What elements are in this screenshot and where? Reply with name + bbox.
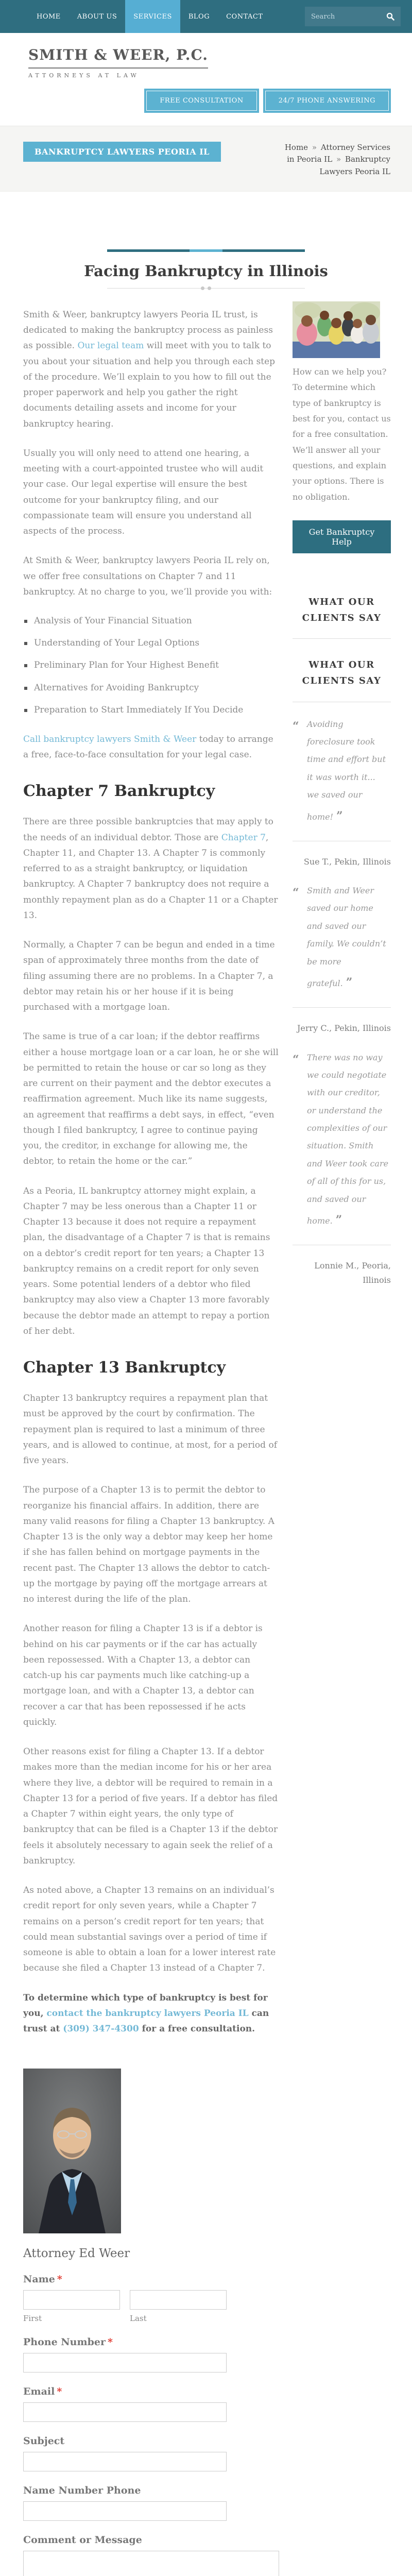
comment-field[interactable]: [23, 2551, 279, 2576]
breadcrumb-services-link[interactable]: Attorney Services in Peoria IL: [287, 143, 390, 164]
testimonial-quote: “ Smith and Weer saved our home and saved our family. We couldn’t be more grateful. ”: [293, 882, 391, 995]
list-item: Preparation to Start Immediately If You Decide: [23, 703, 279, 717]
chapter13-paragraph-1: Chapter 13 bankruptcy requires a repayment plan that must be approved by the court by confirmation. The repayment plan is required to last a minimum of three years, and is allowed to continue, at most, for a period of five years.: [23, 1393, 277, 1466]
chapter13-paragraph-4: Other reasons exist for filing a Chapter 13. If a debtor makes more than the median income for his or her area where they live, a debtor will be required to remain in a Chapter 13 for a period of five years. If a debtor has filed a Chapter 7 within eight years, the only type of bankruptcy that can be filed is a Chapter 13 if the debtor feels it absolutely necessary to again seek the relief of a bankruptcy.: [23, 1747, 278, 1866]
email-field[interactable]: [23, 2402, 227, 2422]
page-title: BANKRUPTCY LAWYERS PEORIA IL: [23, 142, 221, 162]
comment-label: Comment or Message: [23, 2534, 142, 2546]
top-navigation: [0, 0, 412, 33]
firm-logo[interactable]: SMITH & WEER, P.C.: [28, 46, 208, 69]
bullet-icon: [24, 642, 27, 645]
chapter7-paragraph-2: Normally, a Chapter 7 can be begun and ended in a time span of approximately three months from the date of filing assuming there are no problems. In a Chapter 7, a debtor may retain his or her house if it is being purchased with a mortgage loan.: [23, 940, 275, 1013]
phone-number-link[interactable]: (309) 347-4300: [63, 2024, 139, 2035]
phone-label: Phone Number *: [23, 2336, 113, 2348]
attorney-figure: [23, 2069, 279, 2233]
email-label: Email *: [23, 2386, 62, 2398]
chapter7-link[interactable]: Chapter 7: [221, 832, 266, 843]
chapter13-heading: Chapter 13 Bankruptcy: [23, 1359, 226, 1377]
nav-items: [28, 0, 271, 33]
sidebar: [293, 293, 391, 2576]
get-bankruptcy-help-button[interactable]: Get Bankruptcy Help: [293, 520, 391, 553]
chapter7-heading: Chapter 7 Bankruptcy: [23, 782, 215, 801]
list-item: Preliminary Plan for Your Highest Benefit: [23, 658, 279, 672]
required-asterisk: *: [57, 2386, 62, 2398]
breadcrumb-current: Bankruptcy Lawyers Peoria IL: [319, 155, 390, 176]
heading-divider: [107, 288, 305, 292]
clients-say-heading: WHAT OUR CLIENTS SAY: [302, 659, 382, 687]
hearing-paragraph: Usually you will only need to attend one hearing, a meeting with a court-appointed trustee who will audit your case. Our legal expertise will ensure the best outcome for your bankruptcy filing, and our compassionate team will ensure you understand all aspects of the process.: [23, 448, 264, 536]
testimonial-quote: “ There was no way we could negotiate with our creditor, or understand the complexities of our situation. Smith and Weer took care of all of this for us, and saved our home. ”: [293, 1049, 391, 1233]
nav-item-blog[interactable]: BLOG: [188, 12, 210, 21]
call-paragraph: Call bankruptcy lawyers Smith & Weer today to arrange a free, face-to-face consultation for your legal case.: [23, 734, 273, 760]
site-header: [0, 33, 412, 126]
heading-accent-bar: [107, 249, 305, 252]
testimonial-quote: “ Avoiding foreclosure took time and effort but it was worth it... we saved our home! ”: [293, 716, 391, 828]
phone-field[interactable]: [23, 2353, 227, 2372]
testimonial-author: Jerry C., Pekin, Illinois: [297, 1023, 391, 1033]
breadcrumb-separator: »: [336, 155, 341, 164]
open-quote-icon: “: [293, 719, 299, 733]
first-sublabel: First: [23, 2314, 42, 2324]
chapter7-paragraph-1: There are three possible bankruptcies that may apply to the needs of an individual debtor. Those are Chapter 7, Chapter 11, and Chapter 13. A Chapter 7 is commonly referred to as a straight bankruptcy, or liquidation bankruptcy. A Chapter 7 bankruptcy does not require a monthly repayment plan as do a Chapter 11 or a Chapter 13.: [23, 817, 278, 921]
call-lawyers-link[interactable]: Call bankruptcy lawyers Smith & Weer: [23, 734, 197, 744]
sidebar-divider: [293, 638, 391, 639]
open-quote-icon: “: [293, 886, 299, 900]
article-hero: [0, 192, 412, 292]
first-name-field[interactable]: [23, 2290, 120, 2310]
last-name-field[interactable]: [130, 2290, 227, 2310]
nav-item-about-us[interactable]: ABOUT US: [77, 12, 117, 21]
close-quote-icon: ”: [335, 1213, 342, 1227]
family-photo: [293, 301, 380, 358]
list-item: Analysis of Your Financial Situation: [23, 614, 279, 628]
subject-field[interactable]: [23, 2452, 227, 2471]
contact-form: [23, 2274, 279, 2576]
benefits-list: [23, 614, 279, 717]
list-item: Understanding of Your Legal Options: [23, 636, 279, 650]
nav-item-services[interactable]: SERVICES: [125, 0, 180, 33]
bullet-icon: [24, 620, 27, 623]
legal-team-link[interactable]: Our legal team: [77, 341, 144, 351]
sidebar-help-text: How can we help you? To determine which type of bankruptcy is best for you, contact us for a free consultation. We’ll answer all your questions, and explain your options. There is no obligation.: [293, 366, 391, 502]
chapter7-paragraph-4: As a Peoria, IL bankruptcy attorney might explain, a Chapter 7 may be less onerous than a Chapter 11 or Chapter 13 because it does not require a repayment plan, the disadvantage of a Chapter 7 is that is remains on a debtor’s credit report for ten years; a Chapter 13 bankruptcy remains on a credit report for only seven years. Some potential lenders of a debtor who filed bankruptcy may also view a Chapter 13 more favorably because the debtor made an attempt to repay a portion of her debt.: [23, 1185, 270, 1336]
nav-item-home[interactable]: HOME: [37, 12, 61, 21]
close-quote-icon: ”: [336, 809, 343, 823]
intro-paragraph: Smith & Weer, bankruptcy lawyers Peoria IL trust, is dedicated to making the bankruptcy process as painless as possible. Our legal team will meet with you to talk to you about your situation and help you through each step of the procedure. We’ll explain to you how to fill out the proper paperwork and help you gather the right documents detailing assets and income for your bankruptcy hearing.: [23, 309, 276, 429]
close-quote-icon: ”: [346, 976, 353, 990]
consultations-paragraph: At Smith & Weer, bankruptcy lawyers Peoria IL rely on, we offer free consultations on Chapter 7 and 11 bankruptcy. At no charge to you, we’ll provide you with:: [23, 555, 272, 597]
name-label: Name *: [23, 2274, 62, 2285]
chapter13-paragraph-2: The purpose of a Chapter 13 is to permit the debtor to reorganize his financial affairs. In addition, there are many valid reasons for filing a Chapter 13 bankruptcy. A Chapter 13 is the only way a debtor may keep her home if she has fallen behind on mortgage payments in the recent past. The Chapter 13 allows the debtor to catch-up the mortgage by paying off the mortgage arrears at no interest during the life of the plan.: [23, 1485, 274, 1605]
page-banner: [0, 126, 412, 192]
phone-answering-button[interactable]: 24/7 PHONE ANSWERING: [263, 88, 391, 113]
name-number-phone-field[interactable]: [23, 2501, 227, 2521]
subject-label: Subject: [23, 2435, 65, 2447]
required-asterisk: *: [57, 2274, 62, 2285]
article-content: [23, 293, 279, 2576]
name-number-phone-label: Name Number Phone: [23, 2485, 141, 2497]
bullet-icon: [24, 687, 27, 690]
search-icon[interactable]: [386, 12, 394, 21]
chapter13-paragraph-5: As noted above, a Chapter 13 remains on an individual’s credit report for only seven years, while a Chapter 7 remains on a person’s credit report for ten years; that could mean substantial savings over a period of time if someone is able to obtain a loan for a lower interest rate because she filed a Chapter 13 instead of a Chapter 7.: [23, 1885, 276, 1974]
testimonial-author: Sue T., Pekin, Illinois: [303, 856, 391, 867]
breadcrumb: [280, 142, 390, 178]
breadcrumb-home-link[interactable]: Home: [284, 143, 308, 152]
search-box: [305, 7, 401, 26]
last-sublabel: Last: [130, 2314, 147, 2324]
list-item: Alternatives for Avoiding Bankruptcy: [23, 681, 279, 695]
attorney-photo: [23, 2069, 121, 2233]
sidebar-divider: [293, 1007, 391, 1008]
chapter7-paragraph-3: The same is true of a car loan; if the debtor reaffirms either a house mortgage loan or a car loan, he or she will be permitted to retain the house or car so long as they are current on their payment and the debtor executes a reaffirmation agreement. Much like its name suggests, an agreement that reaffirms a debt says, in effect, “even though I filed bankruptcy, I agree to continue paying you, the creditor, in exchange for allowing me, the debtor, to retain the home or the car.”: [23, 1031, 279, 1167]
clients-say-heading: WHAT OUR CLIENTS SAY: [302, 597, 382, 623]
article-heading: Facing Bankruptcy in Illinois: [84, 262, 328, 280]
breadcrumb-separator: »: [312, 143, 317, 152]
bullet-icon: [24, 664, 27, 667]
open-quote-icon: “: [293, 1053, 299, 1066]
required-asterisk: *: [107, 2336, 113, 2348]
free-consultation-button[interactable]: FREE CONSULTATION: [144, 88, 259, 113]
chapter13-paragraph-3: Another reason for filing a Chapter 13 is if a debtor is behind on his car payments or if the car has actually been repossessed. With a Chapter 13, a debtor can catch-up his car payments much like catching-up a mortgage loan, and with a Chapter 13, a debtor can recover a car that has been repossessed if he acts quickly.: [23, 1623, 263, 1727]
testimonial-author: Lonnie M., Peoria, Illinois: [314, 1261, 391, 1285]
firm-tagline: ATTORNEYS AT LAW: [28, 72, 140, 79]
attorney-caption: Attorney Ed Weer: [23, 2247, 130, 2261]
search-input[interactable]: [311, 13, 386, 21]
contact-lawyers-link[interactable]: contact the bankruptcy lawyers Peoria IL: [46, 2008, 249, 2019]
bullet-icon: [24, 709, 27, 712]
nav-item-contact[interactable]: CONTACT: [226, 12, 263, 21]
contact-cta-paragraph: To determine which type of bankruptcy is best for you, contact the bankruptcy lawyers Peoria IL can trust at (309) 347-4300 for a free consultation.: [23, 1992, 269, 2035]
